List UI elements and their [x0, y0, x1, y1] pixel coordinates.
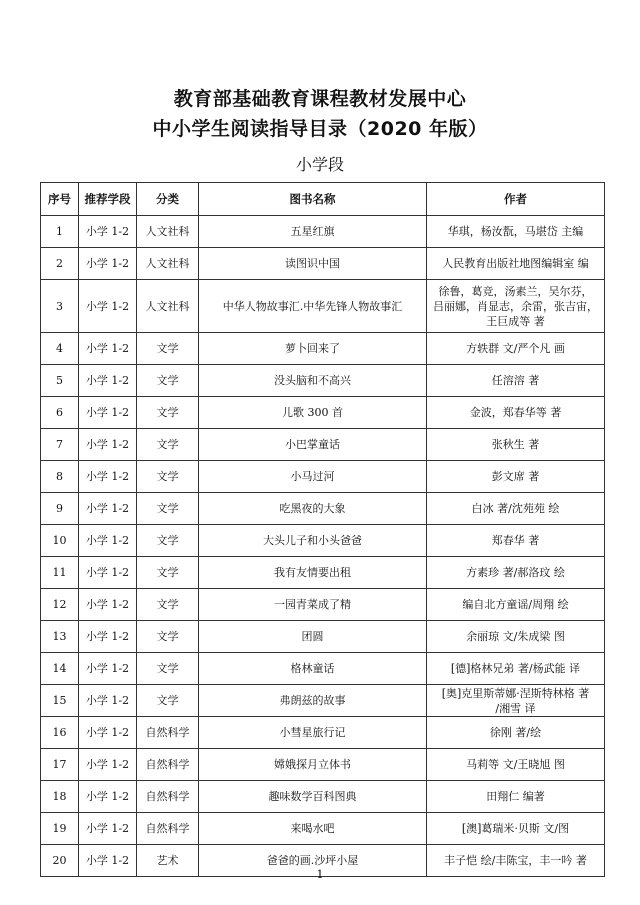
cell-author: 任溶溶 著: [427, 365, 605, 397]
cell-no: 1: [41, 216, 79, 248]
cell-no: 15: [41, 685, 79, 717]
cell-category: 艺术: [137, 845, 199, 877]
cell-no: 8: [41, 461, 79, 493]
table-row: [41, 749, 605, 781]
table-row: [41, 525, 605, 557]
table-row: [41, 493, 605, 525]
cell-stage: 小学 1-2: [79, 525, 137, 557]
cell-author: 金波，郑春华等 著: [427, 397, 605, 429]
cell-book-title: 儿歌 300 首: [199, 397, 427, 429]
cell-stage: 小学 1-2: [79, 333, 137, 365]
cell-author: 彭文席 著: [427, 461, 605, 493]
book-list-table: [40, 182, 605, 877]
cell-book-title: 格林童话: [199, 653, 427, 685]
cell-no: 3: [41, 280, 79, 333]
cell-author: 张秋生 著: [427, 429, 605, 461]
cell-book-title: 小巴掌童话: [199, 429, 427, 461]
cell-author: 方素珍 著/郝洛玟 绘: [427, 557, 605, 589]
table-row: [41, 781, 605, 813]
cell-author: [德]格林兄弟 著/杨武能 译: [427, 653, 605, 685]
cell-no: 10: [41, 525, 79, 557]
cell-category: 文学: [137, 429, 199, 461]
cell-category: 文学: [137, 685, 199, 717]
table-row: [41, 653, 605, 685]
cell-category: 文学: [137, 461, 199, 493]
page-number: 1: [316, 868, 324, 881]
cell-author: 余丽琼 文/朱成梁 图: [427, 621, 605, 653]
cell-author: 田翔仁 编著: [427, 781, 605, 813]
table-row: [41, 685, 605, 717]
cell-no: 18: [41, 781, 79, 813]
cell-book-title: 我有友情要出租: [199, 557, 427, 589]
cell-no: 16: [41, 717, 79, 749]
cell-no: 19: [41, 813, 79, 845]
cell-book-title: 来喝水吧: [199, 813, 427, 845]
cell-category: 人文社科: [137, 216, 199, 248]
cell-stage: 小学 1-2: [79, 365, 137, 397]
cell-category: 文学: [137, 653, 199, 685]
cell-no: 14: [41, 653, 79, 685]
cell-stage: 小学 1-2: [79, 216, 137, 248]
cell-book-title: 萝卜回来了: [199, 333, 427, 365]
cell-stage: 小学 1-2: [79, 653, 137, 685]
cell-no: 13: [41, 621, 79, 653]
cell-book-title: 一园青菜成了精: [199, 589, 427, 621]
table-row: [41, 589, 605, 621]
table-row: [41, 365, 605, 397]
cell-book-title: 五星红旗: [199, 216, 427, 248]
cell-no: 20: [41, 845, 79, 877]
table-row: [41, 717, 605, 749]
table-row: [41, 461, 605, 493]
table-header-row: [41, 183, 605, 216]
cell-category: 自然科学: [137, 717, 199, 749]
table-row: [41, 216, 605, 248]
cell-category: 文学: [137, 621, 199, 653]
cell-author: 方轶群 文/严个凡 画: [427, 333, 605, 365]
cell-stage: 小学 1-2: [79, 589, 137, 621]
cell-book-title: 小彗星旅行记: [199, 717, 427, 749]
cell-category: 文学: [137, 493, 199, 525]
cell-stage: 小学 1-2: [79, 813, 137, 845]
cell-stage: 小学 1-2: [79, 845, 137, 877]
section-heading: 小学段: [295, 155, 344, 174]
cell-category: 自然科学: [137, 749, 199, 781]
cell-category: 自然科学: [137, 813, 199, 845]
cell-book-title: 弗朗兹的故事: [199, 685, 427, 717]
cell-author: 编自北方童谣/周翔 绘: [427, 589, 605, 621]
cell-author: [澳]葛瑞米·贝斯 文/图: [427, 813, 605, 845]
cell-book-title: 读图识中国: [199, 248, 427, 280]
cell-stage: 小学 1-2: [79, 397, 137, 429]
cell-author: 徐刚 著/绘: [427, 717, 605, 749]
cell-book-title: 小马过河: [199, 461, 427, 493]
cell-no: 2: [41, 248, 79, 280]
cell-category: 文学: [137, 557, 199, 589]
table-row: [41, 280, 605, 333]
table-row: [41, 813, 605, 845]
cell-no: 9: [41, 493, 79, 525]
cell-category: 人文社科: [137, 248, 199, 280]
cell-no: 6: [41, 397, 79, 429]
cell-stage: 小学 1-2: [79, 749, 137, 781]
cell-category: 文学: [137, 397, 199, 429]
cell-stage: 小学 1-2: [79, 685, 137, 717]
cell-author: 马莉等 文/王晓旭 图: [427, 749, 605, 781]
cell-no: 5: [41, 365, 79, 397]
document-title-line2: 中小学生阅读指导目录（2020 年版）: [152, 118, 488, 140]
cell-stage: 小学 1-2: [79, 248, 137, 280]
cell-category: 文学: [137, 333, 199, 365]
table-row: [41, 429, 605, 461]
header-author: 作者: [427, 183, 605, 216]
table-row: [41, 248, 605, 280]
cell-author: 人民教育出版社地图编辑室 编: [427, 248, 605, 280]
document-title-line1: 教育部基础教育课程教材发展中心: [173, 88, 467, 110]
cell-no: 12: [41, 589, 79, 621]
header-book-title: 图书名称: [199, 183, 427, 216]
cell-category: 人文社科: [137, 280, 199, 333]
cell-no: 7: [41, 429, 79, 461]
cell-stage: 小学 1-2: [79, 781, 137, 813]
cell-author: 郑春华 著: [427, 525, 605, 557]
cell-stage: 小学 1-2: [79, 557, 137, 589]
cell-book-title: 没头脑和不高兴: [199, 365, 427, 397]
cell-book-title: 趣味数学百科图典: [199, 781, 427, 813]
cell-book-title: 嫦娥探月立体书: [199, 749, 427, 781]
cell-category: 文学: [137, 365, 199, 397]
cell-author: 华琪，杨汝翫，马堪岱 主编: [427, 216, 605, 248]
table-row: [41, 557, 605, 589]
cell-category: 文学: [137, 525, 199, 557]
cell-book-title: 团圆: [199, 621, 427, 653]
cell-stage: 小学 1-2: [79, 717, 137, 749]
cell-book-title: 中华人物故事汇.中华先锋人物故事汇: [199, 280, 427, 333]
cell-category: 文学: [137, 589, 199, 621]
cell-book-title: 大头儿子和小头爸爸: [199, 525, 427, 557]
cell-author: 丰子恺 绘/丰陈宝，丰一吟 著: [427, 845, 605, 877]
cell-book-title: 吃黑夜的大象: [199, 493, 427, 525]
table-row: [41, 621, 605, 653]
cell-no: 17: [41, 749, 79, 781]
cell-no: 11: [41, 557, 79, 589]
cell-book-title: 爸爸的画.沙坪小屋: [199, 845, 427, 877]
cell-stage: 小学 1-2: [79, 429, 137, 461]
header-stage: 推荐学段: [79, 183, 137, 216]
cell-author: [奥]克里斯蒂娜·涅斯特林格 著 /湘雪 译: [427, 685, 605, 717]
header-no: 序号: [41, 183, 79, 216]
cell-stage: 小学 1-2: [79, 493, 137, 525]
table-row: [41, 397, 605, 429]
header-category: 分类: [137, 183, 199, 216]
cell-stage: 小学 1-2: [79, 461, 137, 493]
cell-stage: 小学 1-2: [79, 621, 137, 653]
cell-author: 徐鲁，葛竞，汤素兰，吴尔芬， 吕丽娜，肖显志，余雷，张吉宙， 王巨成等 著: [427, 280, 605, 333]
cell-stage: 小学 1-2: [79, 280, 137, 333]
cell-category: 自然科学: [137, 781, 199, 813]
table-row: [41, 333, 605, 365]
cell-author: 白冰 著/沈苑苑 绘: [427, 493, 605, 525]
cell-no: 4: [41, 333, 79, 365]
